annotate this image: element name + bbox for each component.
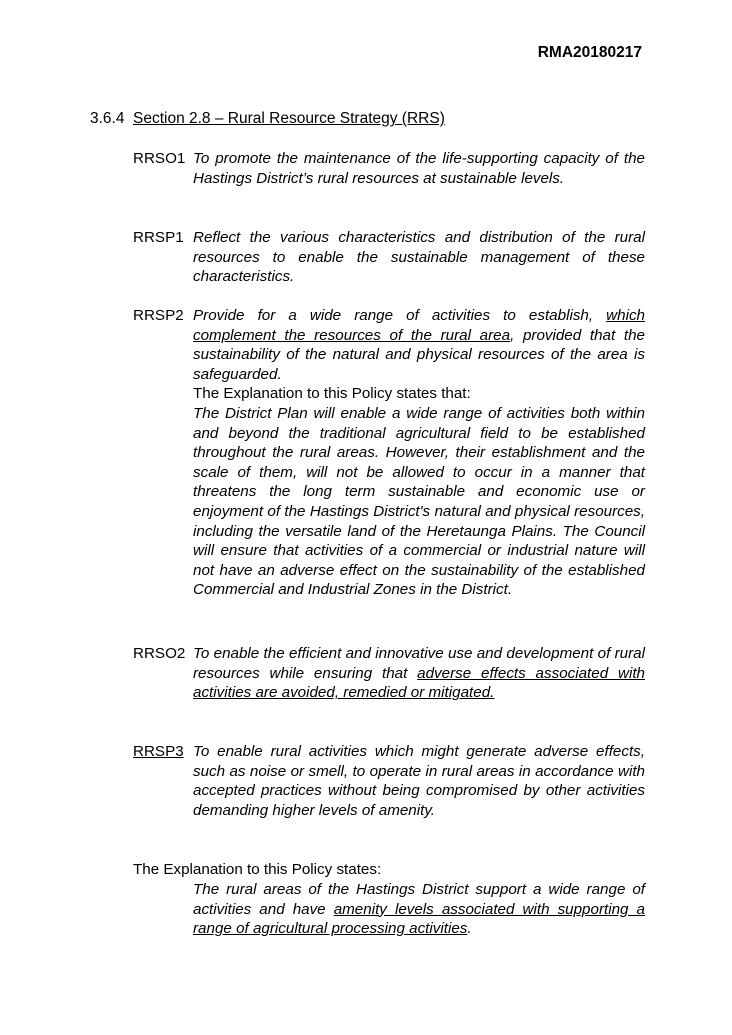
clause-text: Reflect the various characteristics and distribution of the rural resources to enable the sustainable management of these characteristics. bbox=[193, 229, 645, 286]
clause-code: RRSP3 bbox=[133, 743, 184, 760]
clause-rrsp1 bbox=[133, 228, 645, 287]
clause-rrso1 bbox=[133, 149, 645, 188]
explanation-intro: The Explanation to this Policy states that: bbox=[193, 385, 471, 403]
clause-rrsp2 bbox=[133, 306, 645, 600]
clause-code: RRSO1 bbox=[133, 150, 186, 167]
clause-amended-text: which complement the resources of the rural area bbox=[193, 307, 645, 344]
closing-text-part: . bbox=[467, 920, 472, 938]
clause-text-part: To enable the efficient and innovative use and development of rural resources while ensuring that bbox=[193, 645, 645, 682]
clause-code: RRSP1 bbox=[133, 229, 184, 246]
clause-text-part: , provided that the sustainability of the natural and physical resources of the area is safeguarded. bbox=[193, 326, 645, 383]
closing-explanation-text bbox=[193, 880, 645, 939]
clause-rrsp3 bbox=[133, 742, 645, 820]
clause-text bbox=[193, 306, 645, 384]
closing-amended-text: amenity levels associated with supporting a range of agricultural processing activities bbox=[193, 900, 646, 938]
explanation-text: The District Plan will enable a wide range of activities both within and beyond the traditional agricultural field to be established throughout the rural areas. However, their establishment and the scale of them, will not be allowed to occur in a manner that threatens the long term sustainable and economic use or enjoyment of the Hastings District's natural and physical resources, including the versatile land of the Heretaunga Plains. The Council will ensure that activities of a commercial or industrial nature will not have an adverse effect on the sustainability of the established Commercial and Industrial Zones in the District. bbox=[193, 404, 645, 599]
section-number: 3.6.4 bbox=[90, 110, 125, 127]
clause-rrso2 bbox=[133, 644, 645, 703]
clause-text-part: Provide for a wide range of activities to establish, bbox=[193, 307, 607, 324]
clause-code: RRSP2 bbox=[133, 307, 184, 324]
clause-text: To promote the maintenance of the life-supporting capacity of the Hastings District’s rural resources at sustainable levels. bbox=[193, 150, 645, 187]
clause-code: RRSO2 bbox=[133, 645, 186, 662]
section-heading bbox=[90, 109, 445, 129]
clause-amended-text: adverse effects associated with activities are avoided, remedied or mitigated. bbox=[193, 664, 645, 702]
document-reference-id: RMA20180217 bbox=[537, 44, 642, 61]
clause-text bbox=[193, 644, 645, 703]
clause-text: To enable rural activities which might generate adverse effects, such as noise or smell, to operate in rural areas in accordance with accepted practices without being compromised by other activities demanding higher levels of amenity. bbox=[193, 743, 645, 819]
clause-body bbox=[193, 306, 645, 600]
closing-explanation-intro: The Explanation to this Policy states: bbox=[133, 861, 382, 878]
closing-text-part: The rural areas of the Hastings District support a wide range of activities and have bbox=[193, 881, 645, 918]
section-title: Section 2.8 – Rural Resource Strategy (RRS) bbox=[133, 110, 445, 127]
